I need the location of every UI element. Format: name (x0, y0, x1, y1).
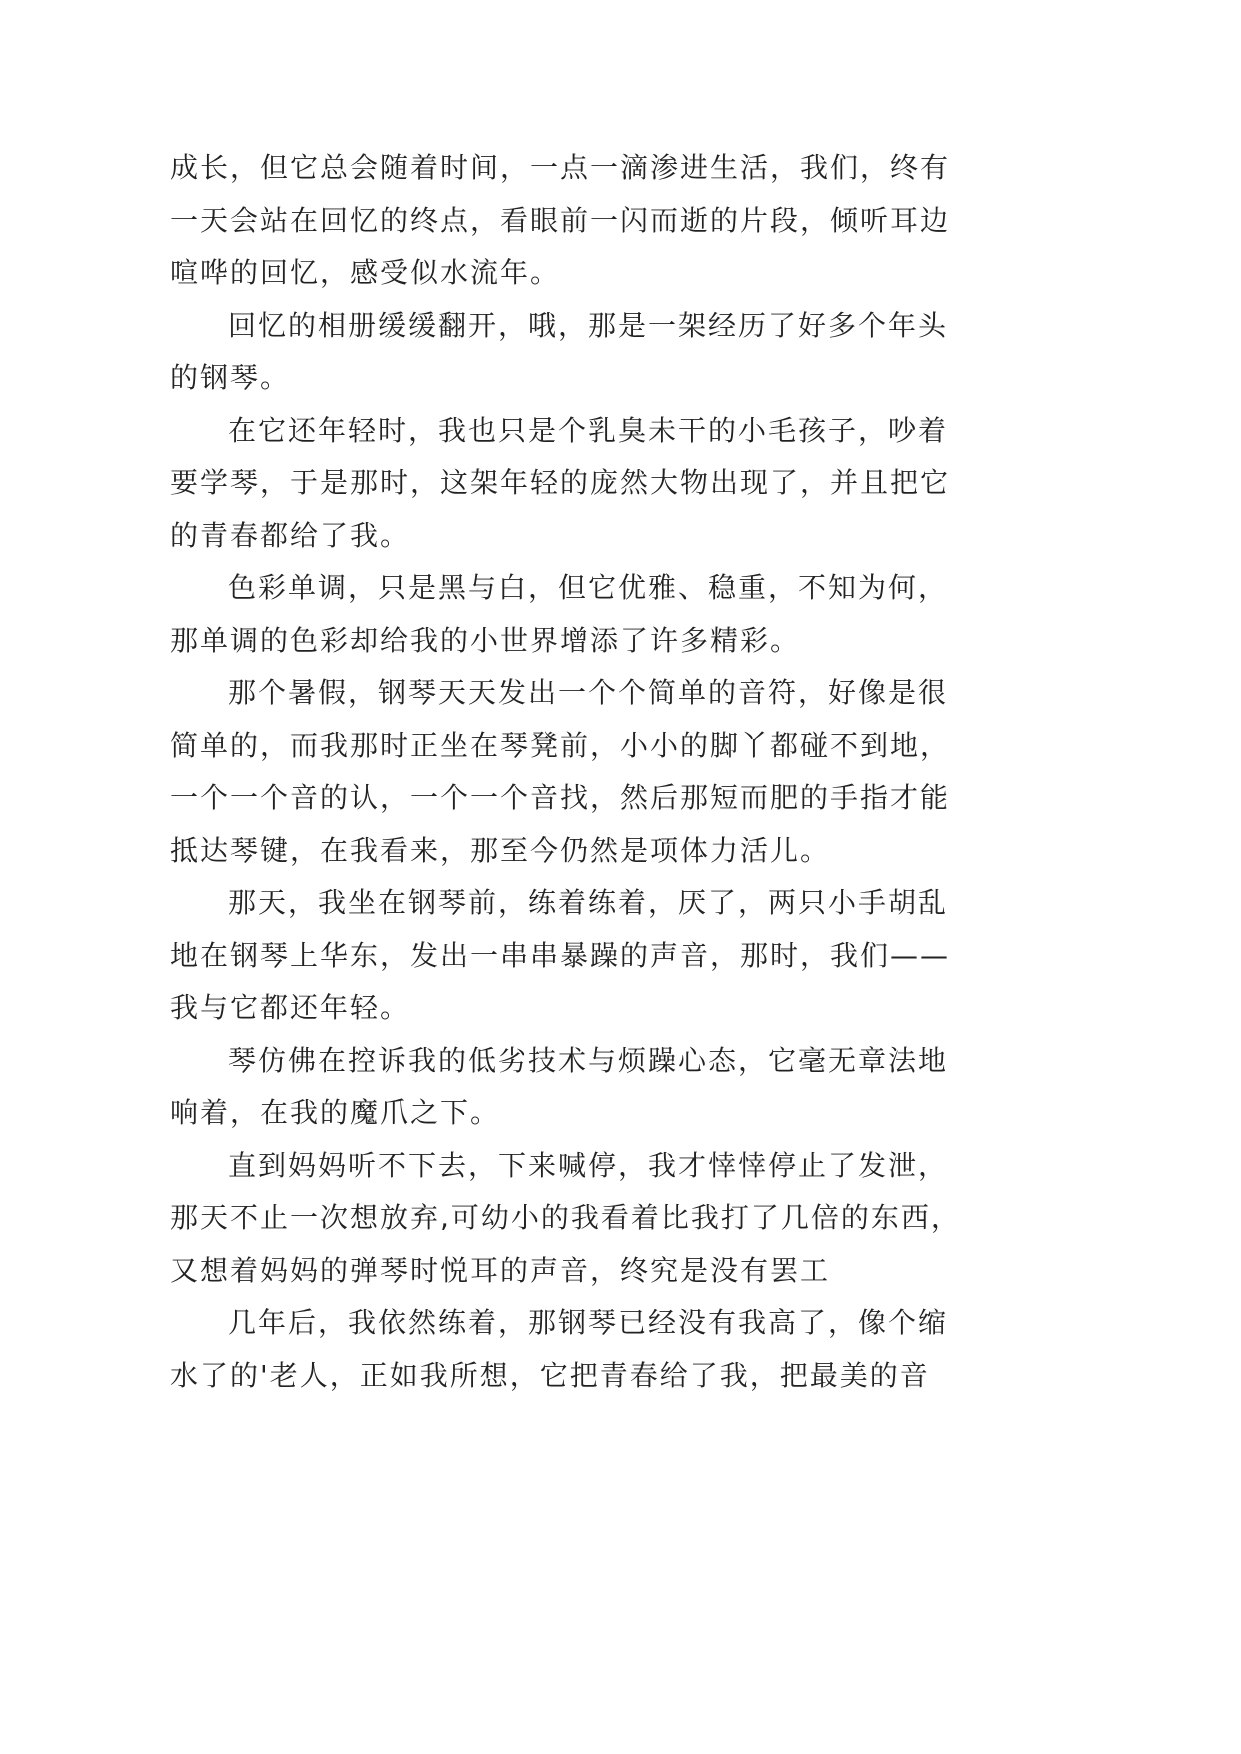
text-line: 我与它都还年轻。 (170, 991, 411, 1024)
paragraph-first-line: 直到妈妈听不下去，下来喊停，我才悻悻停止了发泄， (228, 1148, 949, 1182)
text-line: 那单调的色彩却给我的小世界增添了许多精彩。 (170, 623, 801, 657)
paragraph-first-line: 琴仿佛在控诉我的低劣技术与烦躁心态，它毫无章法地 (228, 1043, 949, 1077)
text-line: 要学琴，于是那时，这架年轻的庞然大物出现了，并且把它 (170, 466, 951, 499)
text-line: 喧哗的回忆，感受似水流年。 (170, 256, 561, 289)
text-line: 成长，但它总会随着时间，一点一滴渗进生活，我们，终有 (170, 151, 951, 184)
paragraph-first-line: 色彩单调，只是黑与白，但它优雅、稳重，不知为何， (228, 571, 949, 604)
text-line: 水了的'老人，正如我所想，它把青春给了我，把最美的音 (170, 1358, 930, 1392)
text-line: 响着，在我的魔爪之下。 (170, 1096, 501, 1129)
text-line: 那天不止一次想放弃,可幼小的我看着比我打了几倍的东西， (170, 1201, 961, 1234)
paragraph-first-line: 那天，我坐在钢琴前，练着练着，厌了，两只小手胡乱 (228, 886, 949, 919)
document-body (170, 142, 960, 1402)
paragraph-first-line: 几年后，我依然练着，那钢琴已经没有我高了，像个缩 (228, 1306, 949, 1339)
text-line: 又想着妈妈的弹琴时悦耳的声音，终究是没有罢工 (170, 1253, 831, 1287)
text-line: 一个一个音的认，一个一个音找，然后那短而肥的手指才能 (170, 781, 951, 814)
text-line: 的青春都给了我。 (170, 518, 411, 552)
text-line: 抵达琴键，在我看来，那至今仍然是项体力活儿。 (170, 833, 831, 867)
paragraph-first-line: 在它还年轻时，我也只是个乳臭未干的小毛孩子，吵着 (228, 413, 949, 447)
paragraph-first-line: 回忆的相册缓缓翻开，哦，那是一架经历了好多个年头 (228, 308, 949, 342)
text-line: 简单的，而我那时正坐在琴凳前，小小的脚丫都碰不到地， (170, 728, 951, 762)
text-line: 的钢琴。 (170, 361, 291, 394)
text-line: 一天会站在回忆的终点，看眼前一闪而逝的片段，倾听耳边 (170, 203, 951, 237)
paragraph-first-line: 那个暑假，钢琴天天发出一个个简单的音符，好像是很 (228, 676, 949, 709)
text-line: 地在钢琴上华东，发出一串串暴躁的声音，那时，我们—— (170, 938, 951, 972)
